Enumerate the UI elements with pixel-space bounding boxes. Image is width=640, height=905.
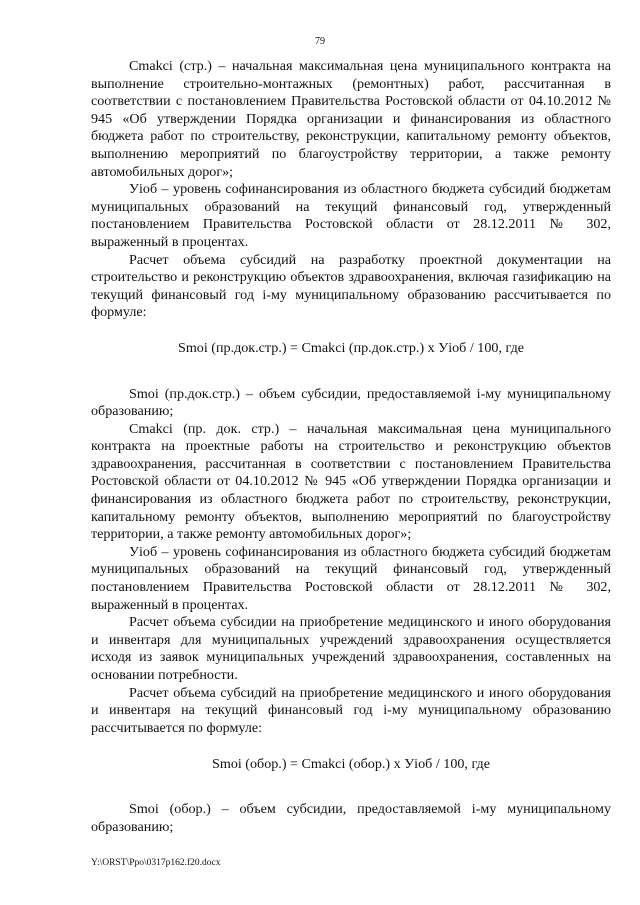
formula-equipment: Smoi (обор.) = Cmakci (обор.) x Уioб / 100, где — [212, 756, 490, 773]
paragraph-equipment-calc: Расчет объема субсидий на приобретение медицинского и иного оборудования и инвентаря на текущий финансовый год i-му муниципальному образованию рассчитывается по формуле: — [91, 684, 611, 736]
paragraph-design-docs-calc: Расчет объема субсидий на разработку проектной документации на строительство и реконструкцию объектов здравоохранения, включая газификацию на текущий финансовый год i-му муниципальному образованию рассчитывается по формуле: — [91, 251, 611, 321]
paragraph-yiob-1: Уioб – уровень софинансирования из областного бюджета субсидий бюджетам муниципальных образований на текущий финансовый год, утвержденный постановлением Правительства Ростовской области от 28.12.2011 № 302, выраженный в процентах. — [91, 181, 611, 250]
document-body — [91, 58, 611, 836]
paragraph-cmakci-design: Cmakci (пр. док. стр.) – начальная максимальная цена муниципального контракта на проектные работы на строительство и реконструкцию объектов здравоохранения, рассчитанная в соответствии с постановлением Правительства Ростовской области от 04.10.2012 № 945 «Об утверждении Порядка организации и финансирования из областного бюджета работ по строительству, реконструкции, капитальному ремонту объектов, выполнению мероприятий по благоустройству территории, а также ремонту автомобильных дорог»; — [91, 420, 611, 543]
formula-design-docs: Smoi (пр.док.стр.) = Cmakci (пр.док.стр.) x Уioб / 100, где — [178, 339, 524, 356]
paragraph-cmakci-str: Cmakci (стр.) – начальная максимальная цена муниципального контракта на выполнение строительно-монтажных (ремонтных) работ, рассчитанная в соответствии с постановлением Правительства Ростовской области от 04.10.2012 № 945 «Об утверждении Порядка организации и финансирования из областного бюджета работ по строительству, реконструкции, капитальному ремонту объектов, выполнению мероприятий по благоустройству территории, а также ремонту автомобильных дорог»; — [91, 58, 611, 180]
paragraph-equipment-basis: Расчет объема субсидии на приобретение медицинского и иного оборудования и инвентаря для муниципальных учреждений здравоохранения осуществляется исходя из заявок муниципальных учреждений здравоохранения, составленных на основании потребности. — [91, 614, 611, 683]
page-number: 79 — [315, 36, 325, 47]
file-path-footer: Y:\ORST\Ppo\0317p162.f20.docx — [91, 858, 221, 868]
paragraph-yiob-2: Уioб – уровень софинансирования из областного бюджета субсидий бюджетам муниципальных образований на текущий финансовый год, утвержденный постановлением Правительства Ростовской области от 28.12.2011 № 302, выраженный в процентах. — [91, 543, 611, 613]
paragraph-smoi-design: Smoi (пр.док.стр.) – объем субсидии, предоставляемой i-му муниципальному образованию; — [91, 385, 611, 420]
paragraph-smoi-equipment: Smoi (обор.) – объем субсидии, предоставляемой i-му муниципальному образованию; — [91, 800, 611, 835]
